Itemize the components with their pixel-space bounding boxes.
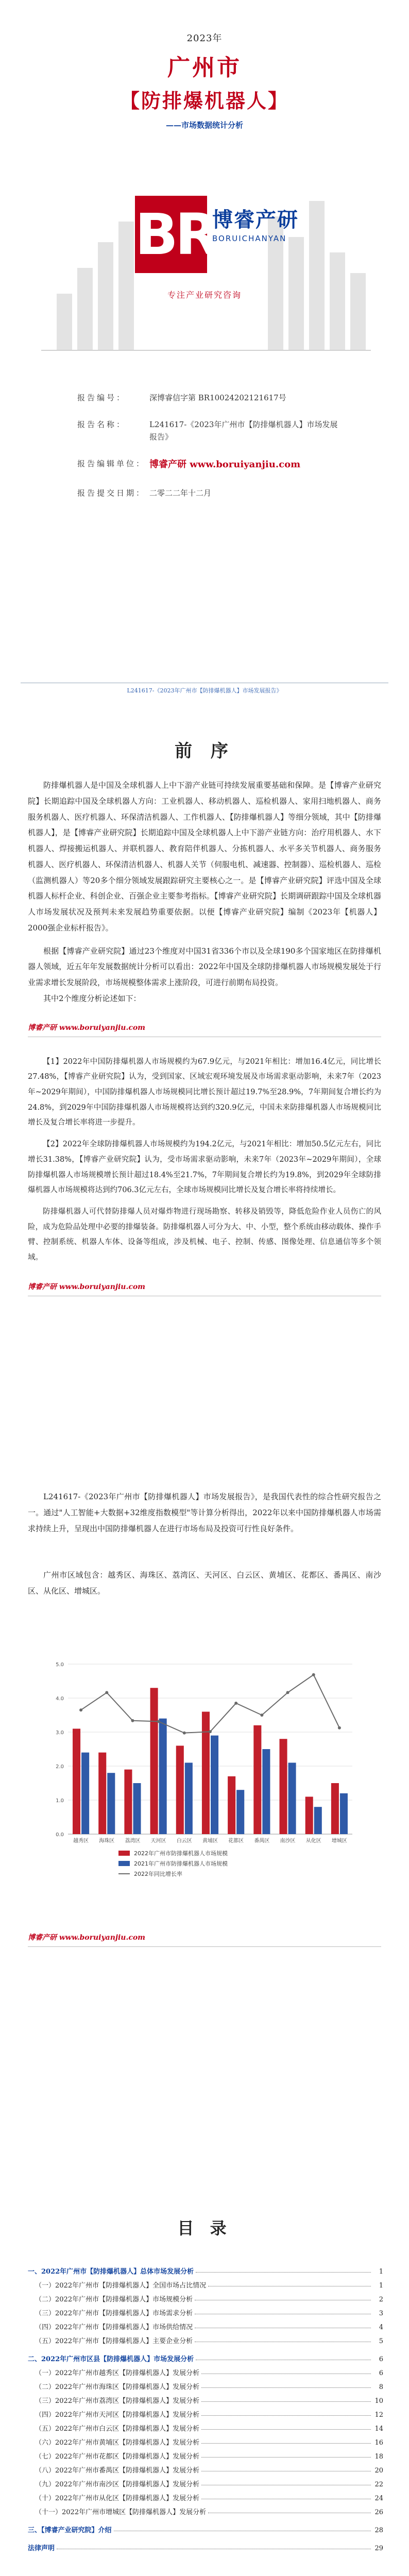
bar-2021: [107, 1773, 115, 1834]
brand-signature-3: 博睿产研 www.boruiyanjiu.com: [28, 1934, 145, 1942]
brand-signature-2: 博睿产研 www.boruiyanjiu.com: [28, 1282, 145, 1291]
report-meta: [77, 392, 345, 514]
preface-title: 前 序: [175, 741, 234, 761]
toc-item[interactable]: [28, 2520, 383, 2534]
bar-2022: [228, 1776, 235, 1834]
toc-item[interactable]: [28, 2461, 383, 2475]
editor-link[interactable]: 博睿产研 www.boruiyanjiu.com: [149, 459, 301, 470]
y-tick-label: 4.0: [56, 1696, 64, 1702]
analysis-paragraph-3: 防排爆机器人可代替防排爆人员对爆炸物进行现场勘察、转移及销毁等，降低危险作业人员伤亡的风险，成为危险品处理中必要的排爆装备。防排爆机器人可分为大、中、小型，整个系统由移动载体、操作手臂、控制系统、机器人车体、设备等组成，涉及机械、电子、控制、传感、图像处理、信息通信等多个领域。: [28, 1207, 381, 1262]
growth-point: [338, 1726, 341, 1730]
toc-item[interactable]: [28, 2377, 383, 2391]
growth-point: [286, 1691, 289, 1694]
x-tick-label: 白云区: [176, 1838, 192, 1844]
market-page: [0, 1448, 409, 2169]
toc-item-text: （八）2022年广州市番禺区【防排爆机器人】发展分析: [35, 2467, 200, 2475]
legend-label: 2022年同比增长率: [134, 1871, 182, 1877]
growth-point: [260, 1714, 263, 1717]
logo-brand-en: BORUICHANYAN: [212, 234, 287, 243]
toc-item[interactable]: [28, 2433, 383, 2447]
toc-page-number: 22: [374, 2481, 383, 2488]
toc-item-text: 法律声明: [28, 2545, 55, 2552]
toc-page-number: 24: [374, 2495, 383, 2502]
growth-point: [234, 1702, 237, 1705]
toc-item[interactable]: [28, 2262, 383, 2276]
toc-page-number: 14: [374, 2425, 383, 2433]
toc-page-number: 6: [379, 2355, 383, 2363]
toc-page-number: 4: [379, 2324, 383, 2331]
toc-page-number: 26: [374, 2509, 383, 2516]
x-tick-label: 天河区: [150, 1838, 166, 1844]
logo-text: [212, 204, 315, 243]
toc-page-number: 10: [374, 2397, 383, 2405]
bar-2022: [150, 1688, 158, 1834]
district-chart-svg: [41, 1654, 368, 1901]
logo-slogan: 专注产业研究咨询: [167, 290, 242, 300]
toc-page-number: 12: [374, 2411, 383, 2419]
page-footer: L241617-《2023年广州市【防排爆机器人】市场发展报告》: [127, 687, 282, 694]
toc-item[interactable]: [28, 2303, 383, 2317]
x-tick-label: 番禺区: [254, 1838, 270, 1844]
toc-item[interactable]: [28, 2276, 383, 2290]
toc-item-text: （一）2022年广州市【防排爆机器人】全国市场占比情况: [35, 2282, 207, 2290]
preface-page: [0, 711, 409, 1448]
growth-line: [81, 1675, 339, 1733]
y-tick-label: 5.0: [56, 1662, 64, 1668]
y-tick-label: 2.0: [56, 1764, 64, 1770]
growth-point: [131, 1719, 134, 1722]
toc-item[interactable]: [28, 2290, 383, 2303]
toc-page-number: 29: [374, 2545, 383, 2552]
bar-2021: [81, 1753, 89, 1834]
toc-item-text: （四）2022年广州市【防排爆机器人】市场供给情况: [35, 2324, 193, 2331]
toc-item[interactable]: [28, 2349, 383, 2363]
toc-leader-dots: [201, 2457, 371, 2458]
growth-point: [209, 1730, 212, 1733]
preface-paragraph-2: 根据【博睿产业研究院】通过23个维度对中国31省336个市以及全球190多个国家地区在防排爆机器人领域，近五年年发展数据统计分析可以看出：2022年中国及全球防排爆机器人市场规模发展处于行业需求增长发展阶段，市场规模整体需求上涨阶段，可进行前期布局投资。: [28, 946, 381, 987]
toc-item[interactable]: [28, 2317, 383, 2331]
bar-2021: [288, 1762, 296, 1834]
toc-leader-dots: [196, 2272, 371, 2273]
legend-swatch: [118, 1861, 130, 1866]
growth-point: [312, 1673, 315, 1676]
toc-item[interactable]: [28, 2419, 383, 2433]
meta-row-date: 报告提交日期： 二零二二年十二月: [77, 488, 212, 498]
logo-brand-cn: 博睿产研: [212, 208, 299, 232]
toc-page-number: 20: [374, 2467, 383, 2475]
bar-2021: [340, 1793, 348, 1834]
toc-item-text: （十一）2022年广州市增城区【防排爆机器人】发展分析: [35, 2509, 207, 2516]
x-tick-label: 荔湾区: [125, 1838, 141, 1844]
toc-item-text: （三）2022年广州市【防排爆机器人】市场需求分析: [35, 2310, 193, 2317]
bar-2021: [314, 1807, 322, 1834]
toc-item-text: （七）2022年广州市花都区【防排爆机器人】发展分析: [35, 2453, 200, 2461]
toc-page-number: 28: [374, 2527, 383, 2534]
toc-item-text: （三）2022年广州市荔湾区【防排爆机器人】发展分析: [35, 2397, 200, 2405]
bar-2021: [236, 1790, 244, 1834]
market-paragraph-2: 广州市区域包含：越秀区、海珠区、荔湾区、天河区、白云区、黄埔区、花都区、番禺区、南沙区、从化区、增城区。: [28, 1570, 381, 1596]
report-industry: 【防排爆机器人】: [120, 89, 289, 112]
bar-2022: [253, 1725, 261, 1834]
toc-page-number: 5: [379, 2337, 383, 2345]
logo-badge: [135, 196, 216, 273]
toc-item[interactable]: [28, 2502, 383, 2516]
bar-2022: [202, 1711, 210, 1834]
meta-row-editor: 报告编辑单位： 博睿产研 www.boruiyanjiu.com: [77, 457, 345, 472]
bar-2022: [124, 1770, 132, 1834]
bar-2021: [211, 1736, 218, 1834]
legend-label: 2021年广州市防排爆机器人市场规模: [134, 1860, 228, 1867]
toc-page-number: 8: [379, 2383, 383, 2391]
toc-item[interactable]: [28, 2475, 383, 2488]
bar-2021: [185, 1762, 193, 1834]
y-tick-label: 1.0: [56, 1798, 64, 1804]
cover-page: [0, 0, 409, 711]
report-year: 2023年: [186, 33, 223, 44]
market-paragraph-1: L241617-《2023年广州市【防排爆机器人】市场发展报告》，是我国代表性的综合性研究报告之一。通过"人工智能+大数据+32维度指数模型"等计算分析得出，2022年以来中国防排爆机器人市场需求持续上升，呈现出中国防排爆机器人在进行市场布局及投资可行性良好条件。: [28, 1492, 381, 1533]
toc-item[interactable]: [28, 2391, 383, 2405]
toc-item[interactable]: [28, 2405, 383, 2419]
signature-divider-3: [28, 1946, 381, 1947]
toc-item-text: （五）2022年广州市白云区【防排爆机器人】发展分析: [35, 2425, 200, 2433]
bar-2022: [73, 1728, 80, 1834]
growth-point: [183, 1732, 186, 1735]
analysis-paragraph-2: 【2】2022年全球防排爆机器人市场规模约为194.2亿元，与2021年相比：增加50.5亿元左右，同比增长31.38%，【博睿产业研究院】认为，受市场需求驱动影响，未来7年（2023年~2029年期间），全球防排爆机器人市场规模增长预计超过18.4%至21.7%，7年期间复合增长约为19.8%，到2029年全球防排爆机器人市场规模将达到约706.3亿元左右，全球市场规模同比增长及复合增长率将持续增长。: [28, 1140, 381, 1195]
legend-swatch: [118, 1851, 130, 1856]
toc-item-text: （十）2022年广州市从化区【防排爆机器人】发展分析: [35, 2495, 200, 2502]
toc-page-number: 6: [379, 2369, 383, 2377]
growth-point: [157, 1720, 160, 1723]
toc-leader-dots: [201, 2429, 371, 2430]
report-subtitle: ——市场数据统计分析: [165, 121, 243, 130]
meta-row-number: 报告编号： 深博睿信字第 BR10024202121617号: [77, 393, 286, 402]
bar-2022: [305, 1797, 313, 1834]
cover-graphic: [0, 139, 409, 361]
toc-leader-dots: [201, 2415, 371, 2416]
toc-item[interactable]: [28, 2363, 383, 2377]
logo-letters: BR: [135, 201, 216, 267]
toc-item-text: （一）2022年广州市越秀区【防排爆机器人】发展分析: [35, 2369, 200, 2377]
toc-item-text: （二）2022年广州市【防排爆机器人】市场规模分析: [35, 2296, 193, 2303]
toc-page-number: 18: [374, 2453, 383, 2461]
bar-2022: [331, 1783, 339, 1834]
toc-item-text: （二）2022年广州市海珠区【防排爆机器人】发展分析: [35, 2383, 200, 2391]
y-tick-label: 3.0: [56, 1730, 64, 1736]
legend-label: 2022年广州市防排爆机器人市场规模: [134, 1850, 228, 1857]
toc-page-number: 1: [379, 2268, 383, 2276]
preface-paragraph-1: 防排爆机器人是中国及全球机器人上中下游产业链可持续发展重要基础和保障。是【博睿产业研究院】长期追踪中国及全球机器人方向：工业机器人、移动机器人、巡检机器人、家用扫地机器人、商务服务机器人、医疗机器人、环保清洁机器人、工作机器人、【防排爆机器人】等细分领域，其中【防排爆机器人】，是【博睿产业研究院】长期追踪中国及全球机器人上中下游产业链方向：治疗用机器人、水下机器人、焊接搬运机器人、并联机器人、教育陪伴机器人、分拣机器人、水平多关节机器人、商务服务机器人、医疗机器人、环保清洁机器人、机器人关节（伺服电机、减速器、控制器）、巡检机器人、巡检（监测机器人）等20多个细分领域发展跟踪研究主要核心之一。是【博睿产业研究院】评选中国及全球机器人标杆企业、科创企业、百强企业主要参考指标。【博睿产业研究院】长期调研跟踪中国及全球机器人市场发展状况及预判未来发展趋势重要依据。以便【博睿产业研究院】编制《2023年【机器人】2000强企业标杆报告》。: [28, 781, 381, 933]
bar-2021: [133, 1783, 141, 1834]
x-tick-label: 从化区: [305, 1838, 321, 1844]
toc-item-text: 二、2022年广州市区县【防排爆机器人】市场发展分析: [28, 2355, 194, 2363]
toc-item[interactable]: [28, 2538, 383, 2552]
preface-paragraph-3: 其中2个维度分析论述如下：: [43, 993, 141, 1003]
toc-item[interactable]: [28, 2447, 383, 2461]
x-tick-label: 南沙区: [280, 1838, 296, 1844]
toc-item-text: 三、【博睿产业研究院】介绍: [28, 2527, 112, 2534]
toc-page: [0, 2169, 409, 2576]
growth-point: [79, 1708, 82, 1711]
toc-item-text: （六）2022年广州市黄埔区【防排爆机器人】发展分析: [35, 2439, 200, 2447]
toc-page-number: 2: [379, 2296, 383, 2303]
bar-2021: [159, 1719, 167, 1834]
toc-item-text: 一、2022年广州市【防排爆机器人】总体市场发展分析: [28, 2268, 194, 2276]
toc-leader-dots: [201, 2387, 371, 2388]
bar-2022: [176, 1745, 184, 1834]
meta-row-name: 报告名称： L241617-《2023年广州市【防排爆机器人】市场发展报告》: [77, 420, 338, 442]
toc-leader-dots: [201, 2443, 371, 2444]
toc-item-text: （九）2022年广州市南沙区【防排爆机器人】发展分析: [35, 2481, 200, 2488]
bar-2021: [262, 1749, 270, 1834]
x-tick-label: 海珠区: [99, 1838, 115, 1844]
x-tick-label: 黄埔区: [202, 1838, 218, 1844]
toc-item-text: （五）2022年广州市【防排爆机器人】主要企业分析: [35, 2337, 193, 2345]
toc-item-text: （四）2022年广州市天河区【防排爆机器人】发展分析: [35, 2411, 200, 2419]
district-chart: [41, 1654, 368, 1901]
x-tick-label: 增城区: [331, 1838, 347, 1844]
toc-item[interactable]: [28, 2488, 383, 2502]
x-tick-label: 花都区: [228, 1838, 244, 1844]
bar-2022: [279, 1739, 287, 1834]
bar-2022: [98, 1753, 106, 1834]
toc-title: 目 录: [177, 2218, 232, 2238]
analysis-paragraph-1: 【1】2022年中国防排爆机器人市场规模约为67.9亿元，与2021年相比：增加16.4亿元，同比增长27.48%，【博睿产业研究院】认为，受到国家、区域宏观环境发展及市场需求驱动影响，未来7年（2023年~2029年期间），中国防排爆机器人市场规模同比增长预计超过19.7%至28.9%，7年期间复合增长约为24.8%，到2029年中国防排爆机器人市场规模将达到约320.9亿元，中国未来防排爆机器人市场规模同比增长及复合增长率将进一步提升。: [28, 1057, 381, 1127]
toc-page-number: 3: [379, 2310, 383, 2317]
x-tick-label: 越秀区: [73, 1838, 89, 1844]
y-tick-label: 0.0: [56, 1832, 64, 1838]
toc-list: [28, 2262, 383, 2552]
growth-point: [105, 1691, 108, 1694]
report-city: 广州市: [167, 55, 242, 81]
toc-item[interactable]: [28, 2331, 383, 2345]
toc-leader-dots: [201, 2401, 371, 2402]
toc-page-number: 16: [374, 2439, 383, 2447]
brand-signature: 博睿产研 www.boruiyanjiu.com: [28, 1023, 145, 1032]
toc-page-number: 1: [379, 2282, 383, 2290]
